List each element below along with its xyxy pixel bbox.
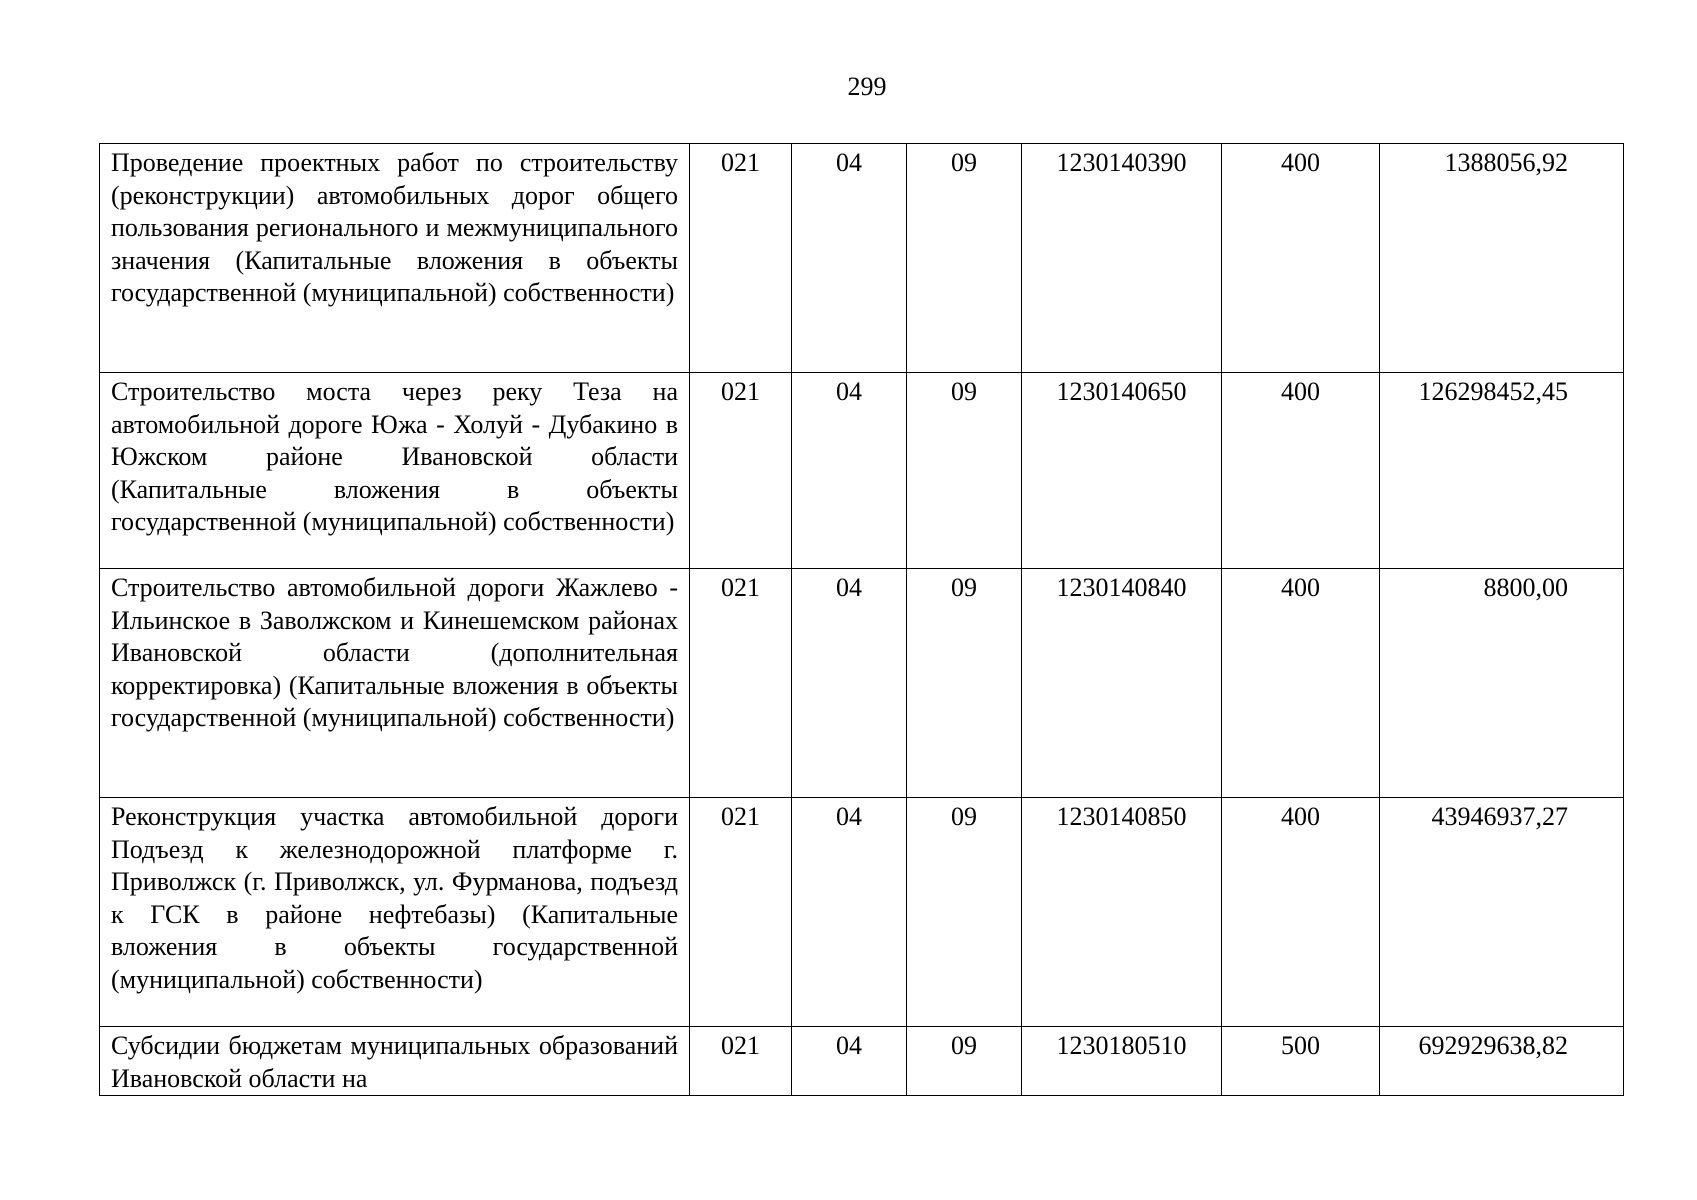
- table-row: [100, 569, 1624, 798]
- section-code: 04: [792, 798, 907, 1027]
- table-row: [100, 373, 1624, 569]
- section-code: 04: [792, 1027, 907, 1096]
- ministry-code: 021: [690, 569, 792, 798]
- expense-type-code: 400: [1222, 798, 1380, 1027]
- expense-type-code: 500: [1222, 1027, 1380, 1096]
- row-description: Проведение проектных работ по строительству (реконструкции) автомобильных дорог общего пользования регионального и межмуниципального значения (Капитальные вложения в объекты государственной (муниципальной) собственности): [100, 144, 690, 373]
- target-article-code: 1230140840: [1022, 569, 1222, 798]
- page-number: 299: [847, 72, 887, 101]
- ministry-code: 021: [690, 798, 792, 1027]
- section-code: 04: [792, 144, 907, 373]
- amount: 8800,00: [1380, 569, 1624, 798]
- subsection-code: 09: [907, 373, 1022, 569]
- amount: 1388056,92: [1380, 144, 1624, 373]
- amount: 692929638,82: [1380, 1027, 1624, 1096]
- table-row: [100, 144, 1624, 373]
- section-code: 04: [792, 373, 907, 569]
- expense-type-code: 400: [1222, 144, 1380, 373]
- row-description: Реконструкция участка автомобильной дороги Подъезд к железнодорожной платформе г. Приволжск (г. Приволжск, ул. Фурманова, подъезд к ГСК в районе нефтебазы) (Капитальные вложения в объекты государственной (муниципальной) собственности): [100, 798, 690, 1027]
- row-description: Строительство автомобильной дороги Жажлево - Ильинское в Заволжском и Кинешемском районах Ивановской области (дополнительная корректировка) (Капитальные вложения в объекты государственной (муниципальной) собственности): [100, 569, 690, 798]
- section-code: 04: [792, 569, 907, 798]
- subsection-code: 09: [907, 569, 1022, 798]
- target-article-code: 1230140850: [1022, 798, 1222, 1027]
- ministry-code: 021: [690, 144, 792, 373]
- subsection-code: 09: [907, 144, 1022, 373]
- budget-table: [99, 143, 1624, 1096]
- target-article-code: 1230140390: [1022, 144, 1222, 373]
- target-article-code: 1230140650: [1022, 373, 1222, 569]
- amount: 43946937,27: [1380, 798, 1624, 1027]
- expense-type-code: 400: [1222, 373, 1380, 569]
- amount: 126298452,45: [1380, 373, 1624, 569]
- ministry-code: 021: [690, 1027, 792, 1096]
- row-description: Строительство моста через реку Теза на автомобильной дороге Южа - Холуй - Дубакино в Южском районе Ивановской области (Капитальные вложения в объекты государственной (муниципальной) собственности): [100, 373, 690, 569]
- expense-type-code: 400: [1222, 569, 1380, 798]
- table-row: [100, 798, 1624, 1027]
- table-row: [100, 1027, 1624, 1096]
- target-article-code: 1230180510: [1022, 1027, 1222, 1096]
- ministry-code: 021: [690, 373, 792, 569]
- row-description: Субсидии бюджетам муниципальных образований Ивановской области на: [100, 1027, 690, 1096]
- subsection-code: 09: [907, 1027, 1022, 1096]
- subsection-code: 09: [907, 798, 1022, 1027]
